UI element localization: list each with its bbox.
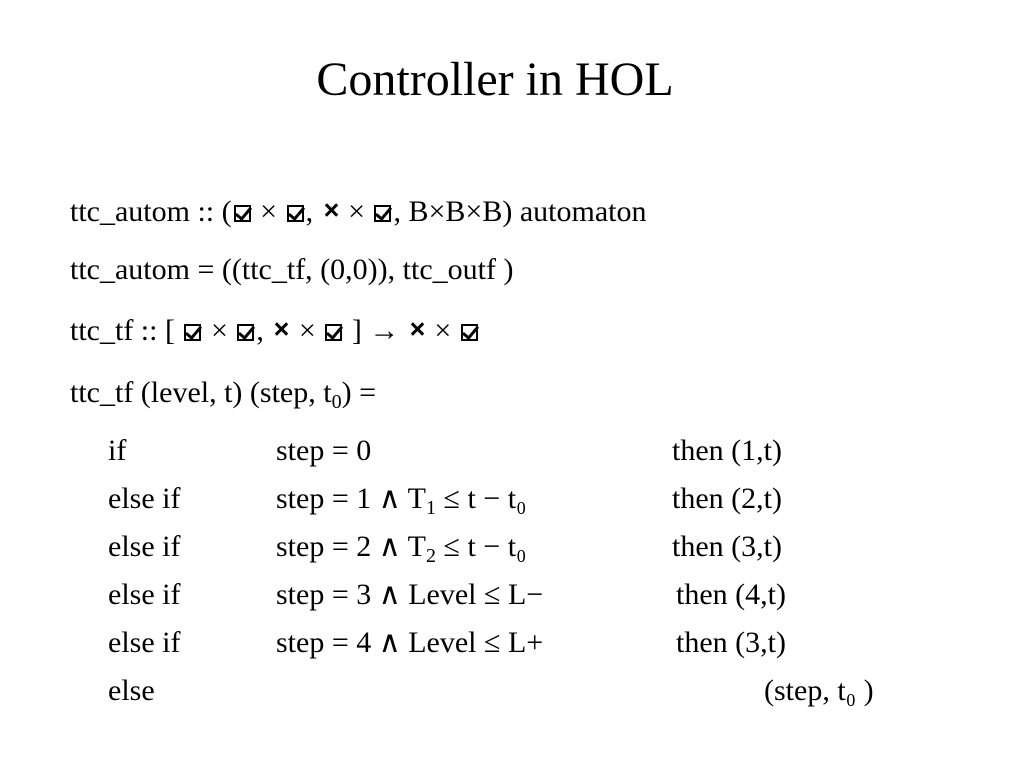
case-result: then (3,t)	[672, 530, 782, 563]
times-symbol: ×	[298, 314, 316, 347]
tf-type-prefix: ttc_tf :: [	[70, 314, 175, 347]
x-mark-icon	[410, 322, 424, 336]
times-symbol: ×	[434, 314, 452, 347]
decl-prefix: ttc_autom :: (	[70, 195, 232, 228]
type-declaration	[70, 197, 646, 227]
case-condition: step = 3 ∧ Level ≤ L−	[276, 578, 544, 611]
checkbox-checked-icon	[325, 324, 342, 341]
case-condition: step = 4 ∧ Level ≤ L+	[276, 626, 544, 659]
tf-head-line	[70, 376, 376, 413]
tf-head-text: ttc_tf (level, t) (step, t	[70, 376, 332, 409]
bracket-close: ]	[351, 314, 362, 347]
x-mark-icon	[324, 203, 338, 217]
checkbox-checked-icon	[461, 324, 478, 341]
decl-suffix: , B×B×B) automaton	[393, 195, 647, 228]
checkbox-checked-icon	[374, 205, 391, 222]
checkbox-checked-icon	[234, 205, 251, 222]
condition-tail: ≤ t − t₀	[436, 530, 527, 563]
condition-text: step = 1 ∧ T	[276, 482, 426, 515]
separator: ,	[256, 314, 264, 347]
subscript: 1	[426, 497, 436, 519]
checkbox-checked-icon	[184, 324, 201, 341]
case-condition	[276, 482, 527, 519]
case-keyword: else if	[108, 626, 181, 659]
case-result: (step, t₀ )	[764, 674, 874, 707]
case-keyword: else	[108, 674, 155, 707]
times-symbol: ×	[260, 195, 278, 228]
case-keyword: else if	[108, 530, 181, 563]
slide-title: Controller in HOL	[316, 53, 674, 106]
case-keyword: if	[108, 434, 127, 467]
tf-type-line	[70, 316, 480, 346]
case-keyword: else if	[108, 482, 181, 515]
case-condition	[276, 530, 527, 567]
condition-text: step = 2 ∧ T	[276, 530, 426, 563]
case-keyword: else if	[108, 578, 181, 611]
tf-head-tail: ) =	[341, 376, 376, 409]
condition-tail: ≤ t − t₀	[436, 482, 527, 515]
case-result: then (4,t)	[676, 578, 786, 611]
case-condition: step = 0	[276, 434, 372, 467]
times-symbol: ×	[348, 195, 365, 228]
arrow-symbol: →	[369, 314, 400, 347]
case-result: then (2,t)	[672, 482, 782, 515]
definition-line: ttc_autom = ((ttc_tf, (0,0)), ttc_outf )	[70, 253, 514, 286]
subscript: 0	[331, 391, 342, 413]
checkbox-checked-icon	[237, 324, 254, 341]
checkbox-checked-icon	[287, 205, 304, 222]
times-symbol: ×	[210, 314, 228, 347]
x-mark-icon	[274, 322, 288, 336]
subscript: 2	[426, 545, 436, 567]
case-result: then (1,t)	[672, 434, 782, 467]
case-result: then (3,t)	[676, 626, 786, 659]
separator: ,	[305, 195, 314, 228]
